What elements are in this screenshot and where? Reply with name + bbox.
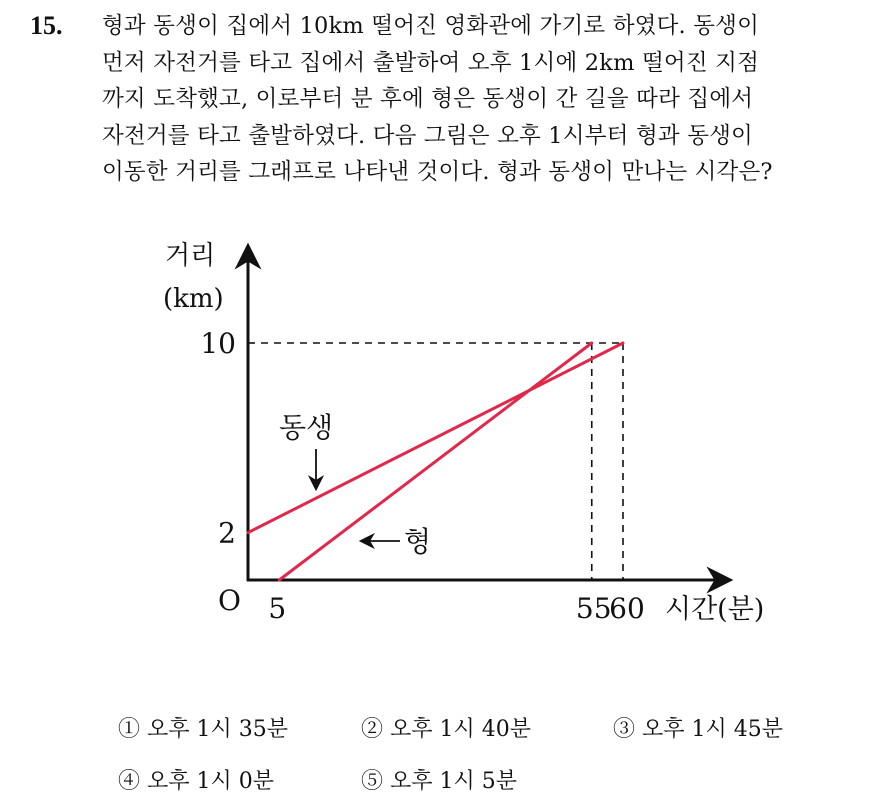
choice-mark: ④ [118, 769, 141, 794]
choice-mark: ① [118, 717, 141, 742]
series-line-hyeong [279, 343, 592, 580]
y-axis-label: 거리 [165, 241, 216, 271]
series-label-hyeong: 형 [404, 525, 432, 558]
choice-text: 오후 1시 5분 [390, 769, 518, 794]
choice-text: 오후 1시 40분 [390, 717, 532, 742]
problem-line: 이동한 거리를 그래프로 나타낸 것이다. 형과 동생이 만나는 시각은? [102, 159, 773, 185]
choice-2[interactable] [361, 712, 531, 743]
x-tick-label: 5 [268, 592, 287, 625]
y-tick-label: 10 [200, 327, 236, 360]
problem-line: 형과 동생이 집에서 10km 떨어진 영화관에 가기로 하였다. 동생이 [102, 13, 760, 39]
choice-4[interactable] [118, 764, 274, 795]
choice-1[interactable] [118, 712, 288, 743]
origin-label: O [218, 584, 241, 617]
choice-text: 오후 1시 45분 [642, 717, 784, 742]
x-tick-label: 60 [609, 592, 645, 625]
problem-line: 까지 도착했고, 이로부터 분 후에 형은 동생이 간 길을 따라 집에서 [102, 86, 754, 112]
choice-5[interactable] [361, 764, 517, 795]
choice-mark: ③ [613, 717, 636, 742]
problem-number: 15. [30, 11, 63, 40]
problem-line: 먼저 자전거를 타고 집에서 출발하여 오후 1시에 2km 떨어진 지점 [102, 49, 760, 76]
choice-text: 오후 1시 35분 [147, 717, 289, 742]
problem-line: 자전거를 타고 출발하였다. 다음 그림은 오후 1시부터 형과 동생이 [102, 122, 753, 149]
series-label-dongsaeng: 동생 [279, 411, 334, 444]
choice-3[interactable] [613, 712, 783, 743]
choice-text: 오후 1시 0분 [147, 769, 275, 794]
x-tick-label: 55 [575, 592, 612, 625]
y-axis-unit: (km) [163, 284, 224, 314]
y-tick-label: 2 [218, 516, 236, 550]
choice-mark: ② [361, 717, 384, 742]
choice-mark: ⑤ [361, 769, 384, 794]
x-axis-label: 시간(분) [665, 594, 765, 625]
